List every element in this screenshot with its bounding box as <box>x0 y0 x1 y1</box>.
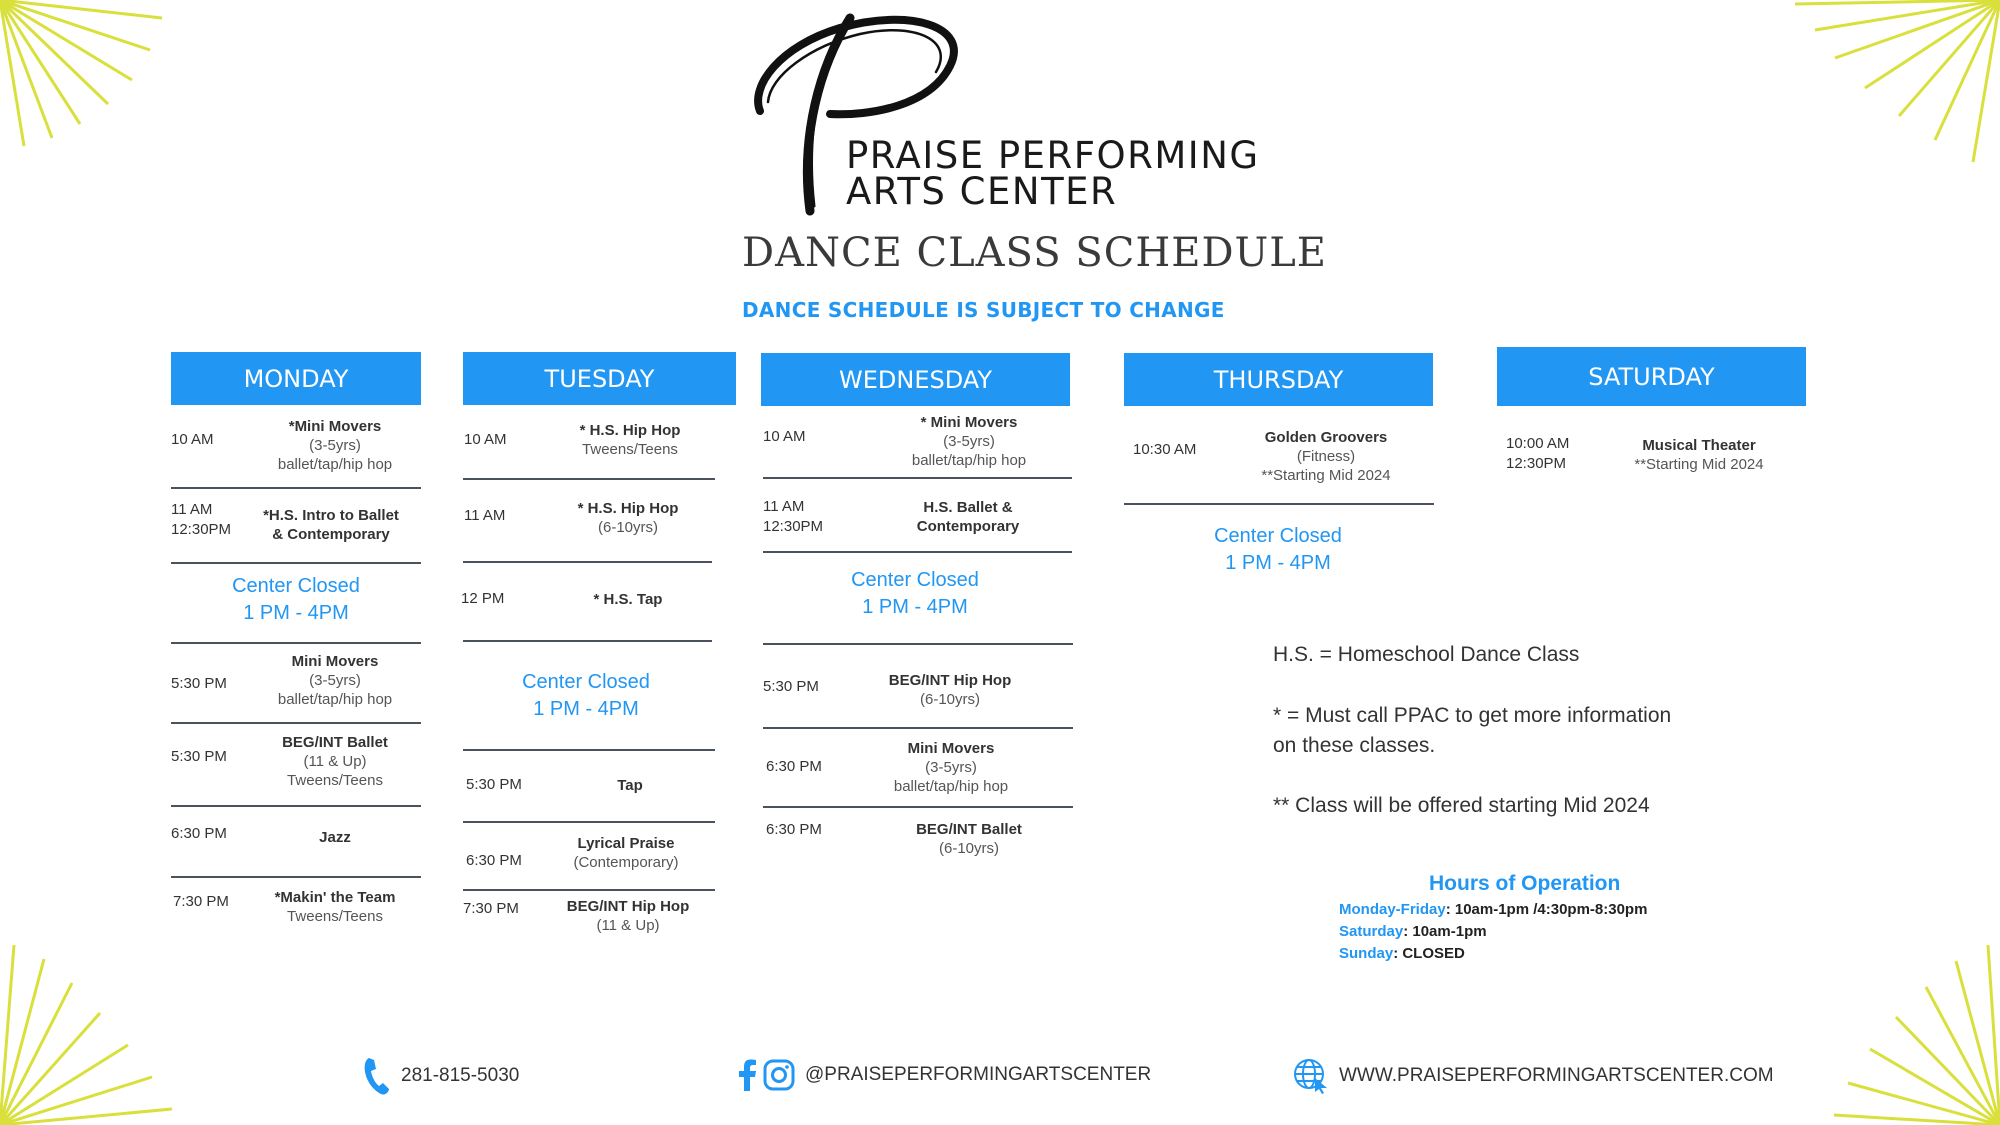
class-saturday-0 <box>1634 436 1763 474</box>
hours-row-saturday <box>1339 923 1487 940</box>
time-wednesday-2: 5:30 PM <box>763 678 819 695</box>
class-tuesday-2 <box>594 590 663 609</box>
time-monday-5: 7:30 PM <box>173 893 229 910</box>
footer-social[interactable] <box>737 1059 1151 1091</box>
phone-icon <box>363 1056 391 1096</box>
divider <box>463 749 715 751</box>
legend-star-line2: on these classes. <box>1273 734 1436 757</box>
class-monday-2 <box>278 652 392 709</box>
class-wednesday-1 <box>917 498 1020 536</box>
time-wednesday-4: 6:30 PM <box>766 821 822 838</box>
class-name: BEG/INT Hip Hop <box>566 898 690 915</box>
class-wednesday-3 <box>894 739 1008 796</box>
class-name: *Makin' the Team <box>274 889 396 906</box>
page-title: DANCE CLASS SCHEDULE <box>742 230 1327 276</box>
class-monday-0 <box>278 417 392 474</box>
class-name: BEG/INT Ballet <box>916 821 1022 838</box>
center-closed-wednesday <box>851 567 979 621</box>
time-monday-2: 5:30 PM <box>171 675 227 692</box>
schedule-notice: DANCE SCHEDULE IS SUBJECT TO CHANGE <box>742 298 1225 322</box>
time-text: 10:00 AM 12:30PM <box>1506 435 1570 472</box>
time-saturday-0 <box>1506 434 1569 474</box>
corner-rays-bottom-right <box>1830 945 2000 1125</box>
class-detail: Tweens/Teens <box>582 441 678 458</box>
divider <box>171 876 421 878</box>
footer-phone[interactable] <box>363 1056 519 1096</box>
brand-name <box>846 134 1260 213</box>
closed-label: Center Closed <box>1214 525 1342 547</box>
day-header-tuesday <box>463 352 736 405</box>
class-detail: Tweens/Teens <box>287 772 383 789</box>
class-name: * Mini Movers <box>920 414 1018 431</box>
divider <box>763 806 1073 808</box>
hours-key: Monday-Friday <box>1339 901 1446 918</box>
class-detail: (Fitness) <box>1296 448 1356 465</box>
class-tuesday-0 <box>580 421 681 459</box>
hours-key: Sunday <box>1339 945 1394 962</box>
divider <box>463 821 715 823</box>
hours-value: : CLOSED <box>1393 945 1465 962</box>
corner-rays-top-left <box>0 0 170 150</box>
time-text: 11 AM 12:30PM <box>763 498 824 535</box>
closed-hours: 1 PM - 4PM <box>1225 552 1331 574</box>
class-detail: (Contemporary) <box>573 854 679 871</box>
time-tuesday-2: 12 PM <box>461 590 505 607</box>
divider <box>763 727 1073 729</box>
time-monday-1 <box>171 500 231 540</box>
class-detail: ballet/tap/hip hop <box>893 778 1009 795</box>
facebook-icon <box>737 1059 757 1091</box>
time-tuesday-0: 10 AM <box>464 431 507 448</box>
day-label-wednesday: WEDNESDAY <box>839 365 992 394</box>
closed-label: Center Closed <box>232 575 360 597</box>
class-detail: (11 & Up) <box>596 917 660 934</box>
divider <box>171 642 421 644</box>
class-name: *H.S. Intro to Ballet <box>263 507 399 524</box>
hours-value: : 10am-1pm <box>1403 923 1487 940</box>
class-tuesday-4 <box>573 834 678 872</box>
divider <box>1124 503 1434 505</box>
footer-website[interactable] <box>1293 1058 1774 1094</box>
closed-hours: 1 PM - 4PM <box>243 602 349 624</box>
day-label-thursday: THURSDAY <box>1213 365 1344 394</box>
class-tuesday-5 <box>567 897 690 935</box>
time-tuesday-4: 6:30 PM <box>466 852 522 869</box>
hours-title: Hours of Operation <box>1429 872 1621 895</box>
divider <box>763 477 1072 479</box>
class-detail: ballet/tap/hip hop <box>911 452 1027 469</box>
hours-row-sunday <box>1339 945 1465 962</box>
class-name: Contemporary <box>916 518 1020 535</box>
divider <box>171 562 421 564</box>
day-label-monday: MONDAY <box>243 364 349 393</box>
time-wednesday-0: 10 AM <box>763 428 806 445</box>
class-monday-1 <box>263 506 399 544</box>
class-detail: (6-10yrs) <box>597 519 658 536</box>
class-name: H.S. Ballet & <box>923 499 1013 516</box>
hours-row-weekday <box>1339 901 1647 918</box>
class-wednesday-2 <box>889 671 1012 709</box>
class-name: * H.S. Tap <box>593 591 663 608</box>
legend-hs: H.S. = Homeschool Dance Class <box>1273 643 1580 666</box>
corner-rays-top-right <box>1795 0 2000 170</box>
closed-hours: 1 PM - 4PM <box>533 698 639 720</box>
brand-name-line1: PRAISE PERFORMING <box>846 134 1260 177</box>
center-closed-tuesday <box>522 669 650 723</box>
day-label-saturday: SATURDAY <box>1588 362 1715 391</box>
day-header-wednesday <box>761 353 1070 406</box>
class-name: Golden Groovers <box>1264 429 1388 446</box>
class-name: Mini Movers <box>907 740 995 757</box>
class-tuesday-3 <box>617 776 643 795</box>
hours-key: Saturday <box>1339 923 1404 940</box>
closed-hours: 1 PM - 4PM <box>862 596 968 618</box>
phone-number[interactable]: 281-815-5030 <box>401 1065 520 1086</box>
social-handle[interactable]: @PRAISEPERFORMINGARTSCENTER <box>805 1064 1152 1085</box>
class-monday-3 <box>282 733 388 790</box>
class-detail: ballet/tap/hip hop <box>277 456 393 473</box>
class-detail: (3-5yrs) <box>309 437 361 454</box>
class-detail: (3-5yrs) <box>943 433 995 450</box>
class-detail: (11 & Up) <box>303 753 367 770</box>
class-name: *Mini Movers <box>288 418 382 435</box>
time-monday-3: 5:30 PM <box>171 748 227 765</box>
class-name: * H.S. Hip Hop <box>577 500 679 517</box>
hours-value: : 10am-1pm /4:30pm-8:30pm <box>1445 901 1648 918</box>
closed-label: Center Closed <box>851 569 979 591</box>
time-thursday-0: 10:30 AM <box>1133 441 1197 458</box>
class-name: Mini Movers <box>291 653 379 670</box>
day-label-tuesday: TUESDAY <box>544 364 655 393</box>
class-tuesday-1 <box>578 499 679 537</box>
closed-label: Center Closed <box>522 671 650 693</box>
legend-star-line1: * = Must call PPAC to get more information <box>1273 704 1672 727</box>
class-wednesday-0 <box>912 413 1026 470</box>
center-closed-monday <box>232 573 360 627</box>
corner-rays-bottom-left <box>0 945 180 1125</box>
class-monday-5 <box>275 888 396 926</box>
divider <box>463 889 715 891</box>
time-tuesday-3: 5:30 PM <box>466 776 522 793</box>
time-wednesday-1 <box>763 497 823 537</box>
class-name: BEG/INT Ballet <box>282 734 388 751</box>
center-closed-thursday <box>1214 523 1342 577</box>
time-wednesday-3: 6:30 PM <box>766 758 822 775</box>
instagram-icon <box>763 1059 795 1091</box>
class-detail: (3-5yrs) <box>309 672 361 689</box>
class-monday-4 <box>319 828 351 847</box>
divider <box>171 722 421 724</box>
class-detail: **Starting Mid 2024 <box>1634 456 1764 473</box>
time-monday-0: 10 AM <box>171 431 214 448</box>
divider <box>763 643 1073 645</box>
day-header-monday <box>171 352 421 405</box>
class-name: * H.S. Hip Hop <box>579 422 681 439</box>
class-name: BEG/INT Hip Hop <box>888 672 1012 689</box>
website-url[interactable]: WWW.PRAISEPERFORMINGARTSCENTER.COM <box>1339 1065 1774 1086</box>
time-tuesday-1: 11 AM <box>464 507 506 524</box>
divider <box>171 805 421 807</box>
class-name: Musical Theater <box>1642 437 1756 454</box>
class-name: Tap <box>617 777 643 794</box>
time-monday-4: 6:30 PM <box>171 825 227 842</box>
brand-name-line2: ARTS CENTER <box>846 170 1118 213</box>
day-header-saturday <box>1497 347 1806 406</box>
time-text: 11 AM 12:30PM <box>171 501 232 538</box>
divider <box>763 551 1072 553</box>
class-detail: (6-10yrs) <box>919 691 980 708</box>
class-detail: Tweens/Teens <box>287 908 383 925</box>
class-name: Jazz <box>319 829 351 846</box>
legend-star <box>1273 701 1671 761</box>
divider <box>463 478 715 480</box>
class-detail: (6-10yrs) <box>938 840 1000 857</box>
class-detail: **Starting Mid 2024 <box>1261 467 1391 484</box>
class-name: Lyrical Praise <box>577 835 675 852</box>
day-header-thursday <box>1124 353 1433 406</box>
divider <box>171 487 421 489</box>
legend-double-star: ** Class will be offered starting Mid 2024 <box>1273 794 1650 817</box>
class-detail: ballet/tap/hip hop <box>277 691 393 708</box>
divider <box>463 561 712 563</box>
class-wednesday-4 <box>916 820 1022 858</box>
time-tuesday-5: 7:30 PM <box>463 900 519 917</box>
class-thursday-0 <box>1261 428 1390 485</box>
class-detail: (3-5yrs) <box>925 759 977 776</box>
class-name: & Contemporary <box>272 526 390 543</box>
globe-icon <box>1293 1058 1329 1094</box>
divider <box>463 640 712 642</box>
